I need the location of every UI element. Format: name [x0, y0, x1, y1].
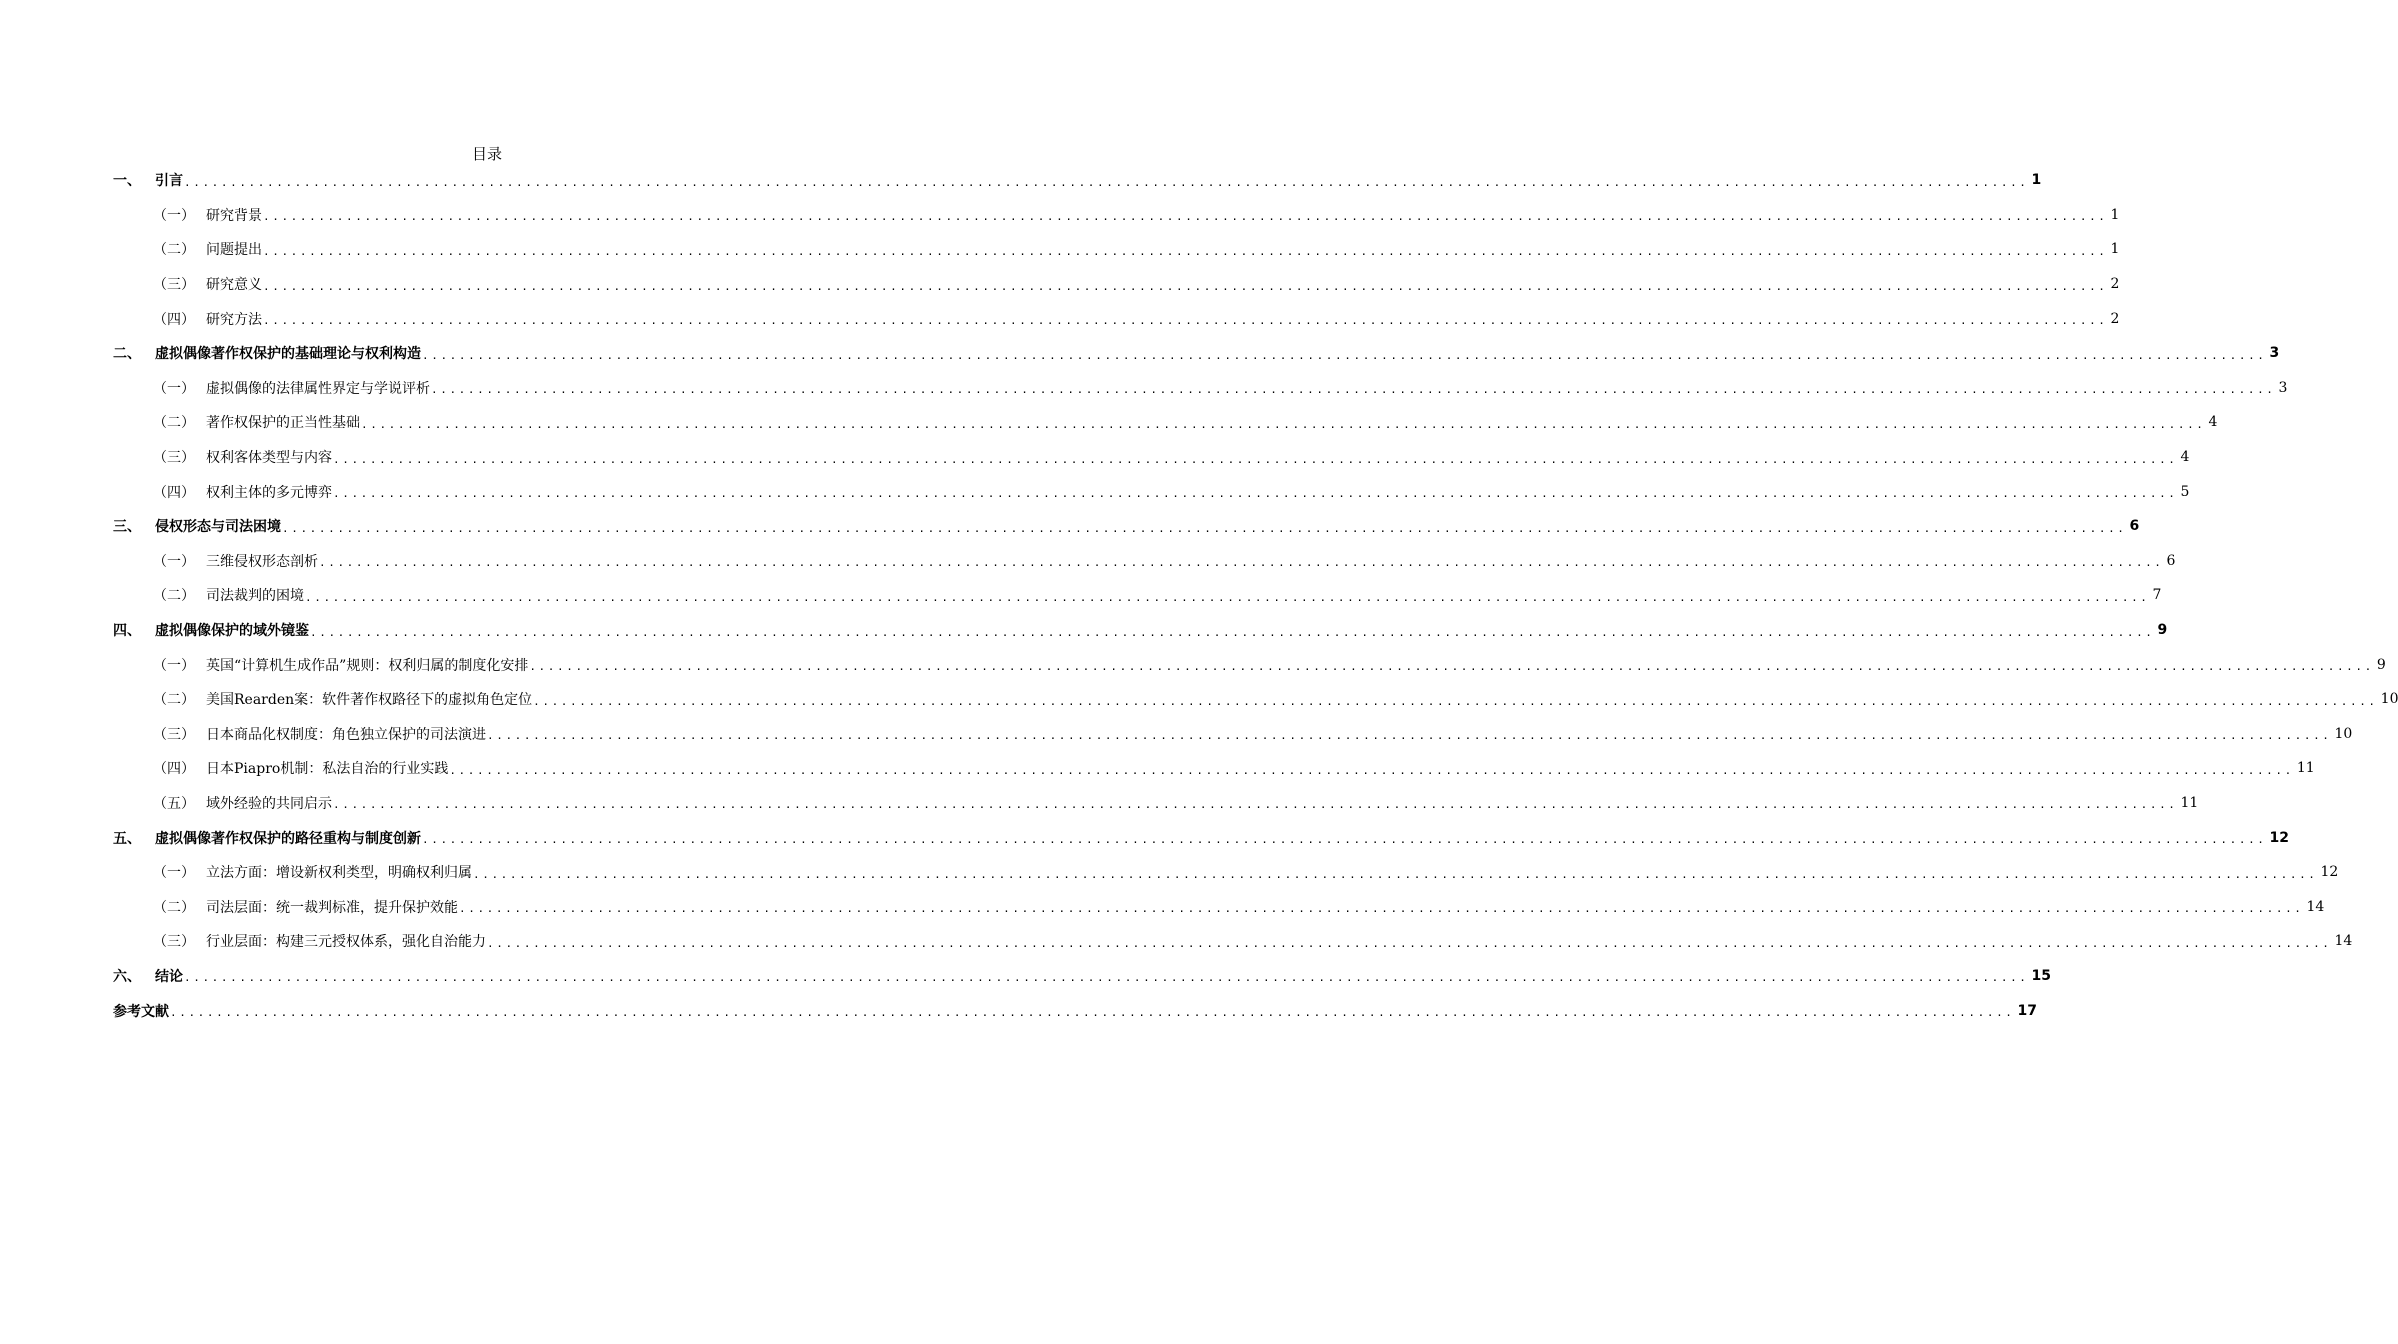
toc-entry-page-number: 9	[2376, 656, 2386, 673]
toc-entry-title: 行业层面：构建三元授权体系，强化自治能力	[206, 934, 486, 951]
toc-dot-leader: ........................................................................................................................................................................................................	[431, 383, 2276, 397]
toc-entry-title: 侵权形态与司法困境	[155, 519, 281, 536]
toc-entry-title: 引言	[155, 173, 183, 190]
toc-entry-title: 问题提出	[206, 242, 262, 259]
toc-entry-number: （一）	[153, 553, 195, 570]
toc-entry-page-number: 10	[2380, 691, 2398, 708]
toc-entry-number: （一）	[153, 865, 195, 882]
toc-entry-page-number: 6	[2166, 552, 2176, 569]
toc-section-entry[interactable]	[113, 717, 2353, 752]
toc-section-entry[interactable]	[113, 751, 2315, 786]
table-of-contents	[113, 163, 2398, 1028]
toc-dot-leader: ........................................................................................................................................................................................................	[263, 244, 2108, 258]
toc-dot-leader: ........................................................................................................................................................................................................	[310, 625, 2155, 639]
toc-entry-number: （一）	[153, 657, 195, 674]
toc-entry-title: 日本商品化权制度：角色独立保护的司法演进	[206, 726, 486, 743]
toc-entry-page-number: 1	[2031, 172, 2042, 189]
toc-entry-number: （二）	[153, 899, 195, 916]
toc-dot-leader: ........................................................................................................................................................................................................	[170, 1006, 2015, 1020]
toc-entry-number: （一）	[153, 380, 195, 397]
toc-dot-leader: ........................................................................................................................................................................................................	[333, 798, 2178, 812]
toc-entry-title: 著作权保护的正当性基础	[206, 415, 360, 432]
toc-chapter-entry[interactable]	[113, 959, 2051, 994]
toc-chapter-entry[interactable]	[113, 163, 2042, 198]
toc-entry-title: 虚拟偶像保护的域外镜鉴	[155, 623, 309, 640]
toc-entry-page-number: 10	[2334, 725, 2353, 742]
toc-entry-page-number: 12	[2320, 864, 2339, 881]
toc-entry-page-number: 4	[2208, 414, 2218, 431]
toc-entry-page-number: 12	[2269, 829, 2289, 846]
toc-entry-page-number: 1	[2110, 241, 2120, 258]
toc-entry-number: 六、	[113, 968, 141, 985]
toc-entry-page-number: 17	[2017, 1002, 2037, 1019]
toc-entry-title: 司法裁判的困境	[206, 588, 304, 605]
toc-entry-page-number: 11	[2180, 794, 2199, 811]
toc-entry-title: 参考文献	[113, 1003, 169, 1020]
toc-dot-leader: ........................................................................................................................................................................................................	[184, 971, 2029, 985]
toc-entry-page-number: 2	[2110, 310, 2120, 327]
toc-entry-number: （四）	[153, 311, 195, 328]
toc-entry-title: 虚拟偶像著作权保护的基础理论与权利构造	[155, 346, 421, 363]
toc-entry-title: 研究背景	[206, 207, 262, 224]
toc-section-entry[interactable]	[113, 405, 2218, 440]
toc-entry-page-number: 14	[2334, 933, 2353, 950]
toc-dot-leader: ........................................................................................................................................................................................................	[422, 833, 2267, 847]
toc-entry-title: 域外经验的共同启示	[206, 795, 332, 812]
toc-section-entry[interactable]	[113, 855, 2339, 890]
toc-entry-title: 立法方面：增设新权利类型，明确权利归属	[206, 865, 472, 882]
toc-entry-page-number: 2	[2110, 276, 2120, 293]
toc-entry-number: （四）	[153, 761, 195, 778]
toc-entry-number: （二）	[153, 588, 195, 605]
toc-dot-leader: ........................................................................................................................................................................................................	[305, 590, 2150, 604]
toc-dot-leader: ........................................................................................................................................................................................................	[459, 902, 2304, 916]
toc-dot-leader: ........................................................................................................................................................................................................	[533, 694, 2378, 708]
toc-dot-leader: ........................................................................................................................................................................................................	[422, 348, 2267, 362]
toc-section-entry[interactable]	[113, 786, 2199, 821]
toc-entry-number: （五）	[153, 795, 195, 812]
toc-entry-number: （三）	[153, 450, 195, 467]
toc-dot-leader: ........................................................................................................................................................................................................	[487, 936, 2332, 950]
toc-entry-number: （二）	[153, 242, 195, 259]
toc-section-entry[interactable]	[113, 267, 2120, 302]
toc-entry-page-number: 6	[2129, 518, 2140, 535]
toc-entry-page-number: 3	[2278, 379, 2288, 396]
toc-entry-title: 虚拟偶像的法律属性界定与学说评析	[206, 380, 430, 397]
toc-entry-number: 四、	[113, 623, 141, 640]
toc-entry-number: （三）	[153, 726, 195, 743]
toc-section-entry[interactable]	[113, 682, 2398, 717]
toc-dot-leader: ........................................................................................................................................................................................................	[473, 867, 2318, 881]
toc-entry-page-number: 11	[2296, 760, 2315, 777]
toc-section-entry[interactable]	[113, 371, 2288, 406]
toc-section-entry[interactable]	[113, 924, 2353, 959]
toc-entry-page-number: 3	[2269, 345, 2280, 362]
toc-dot-leader: ........................................................................................................................................................................................................	[319, 556, 2164, 570]
toc-entry-title: 研究意义	[206, 277, 262, 294]
toc-dot-leader: ........................................................................................................................................................................................................	[263, 314, 2108, 328]
toc-dot-leader: ........................................................................................................................................................................................................	[263, 279, 2108, 293]
toc-entry-title: 英国“计算机生成作品”规则：权利归属的制度化安排	[206, 657, 529, 674]
toc-chapter-entry[interactable]	[113, 509, 2140, 544]
toc-dot-leader: ........................................................................................................................................................................................................	[184, 175, 2029, 189]
toc-entry-page-number: 15	[2031, 967, 2051, 984]
toc-section-entry[interactable]	[113, 647, 2386, 682]
toc-section-entry[interactable]	[113, 440, 2190, 475]
toc-section-entry[interactable]	[113, 474, 2190, 509]
toc-dot-leader: ........................................................................................................................................................................................................	[263, 210, 2108, 224]
toc-dot-leader: ........................................................................................................................................................................................................	[449, 763, 2294, 777]
toc-dot-leader: ........................................................................................................................................................................................................	[529, 660, 2374, 674]
toc-entry-number: （二）	[153, 692, 195, 709]
toc-chapter-entry[interactable]	[113, 613, 2168, 648]
toc-entry-title: 研究方法	[206, 311, 262, 328]
toc-entry-number: 三、	[113, 519, 141, 536]
toc-entry-title: 权利主体的多元博弈	[206, 484, 332, 501]
toc-entry-number: （一）	[153, 207, 195, 224]
toc-entry-page-number: 14	[2306, 898, 2325, 915]
toc-entry-page-number: 1	[2110, 206, 2120, 223]
toc-entry-page-number: 5	[2180, 483, 2190, 500]
toc-section-entry[interactable]	[113, 232, 2120, 267]
toc-section-entry[interactable]	[113, 544, 2176, 579]
toc-entry-number: 五、	[113, 830, 141, 847]
toc-entry-title: 美国Rearden案：软件著作权路径下的虚拟角色定位	[206, 692, 533, 709]
toc-dot-leader: ........................................................................................................................................................................................................	[333, 452, 2178, 466]
toc-dot-leader: ........................................................................................................................................................................................................	[361, 417, 2206, 431]
toc-heading: 目录	[471, 145, 502, 163]
toc-entry-title: 虚拟偶像著作权保护的路径重构与制度创新	[155, 830, 421, 847]
toc-entry-title: 三维侵权形态剖析	[206, 553, 318, 570]
toc-entry-number: （三）	[153, 277, 195, 294]
toc-section-entry[interactable]	[113, 198, 2120, 233]
toc-entry-page-number: 9	[2157, 622, 2168, 639]
toc-section-entry[interactable]	[113, 889, 2325, 924]
toc-entry-title: 日本Piapro机制：私法自治的行业实践	[206, 761, 449, 778]
toc-entry-page-number: 7	[2152, 587, 2162, 604]
toc-chapter-entry[interactable]	[113, 336, 2280, 371]
toc-entry-number: （二）	[153, 415, 195, 432]
toc-entry-title: 司法层面：统一裁判标准，提升保护效能	[206, 899, 458, 916]
toc-entry-number: （三）	[153, 934, 195, 951]
toc-entry-title: 结论	[155, 968, 183, 985]
toc-dot-leader: ........................................................................................................................................................................................................	[487, 729, 2332, 743]
toc-entry-title: 权利客体类型与内容	[206, 450, 332, 467]
toc-entry-number: 一、	[113, 173, 141, 190]
toc-section-entry[interactable]	[113, 578, 2162, 613]
toc-dot-leader: ........................................................................................................................................................................................................	[333, 487, 2178, 501]
toc-chapter-entry[interactable]	[113, 820, 2289, 855]
toc-entry-number: （四）	[153, 484, 195, 501]
toc-chapter-entry[interactable]	[113, 993, 2037, 1028]
toc-section-entry[interactable]	[113, 301, 2120, 336]
toc-dot-leader: ........................................................................................................................................................................................................	[282, 521, 2127, 535]
toc-entry-number: 二、	[113, 346, 141, 363]
toc-entry-page-number: 4	[2180, 449, 2190, 466]
